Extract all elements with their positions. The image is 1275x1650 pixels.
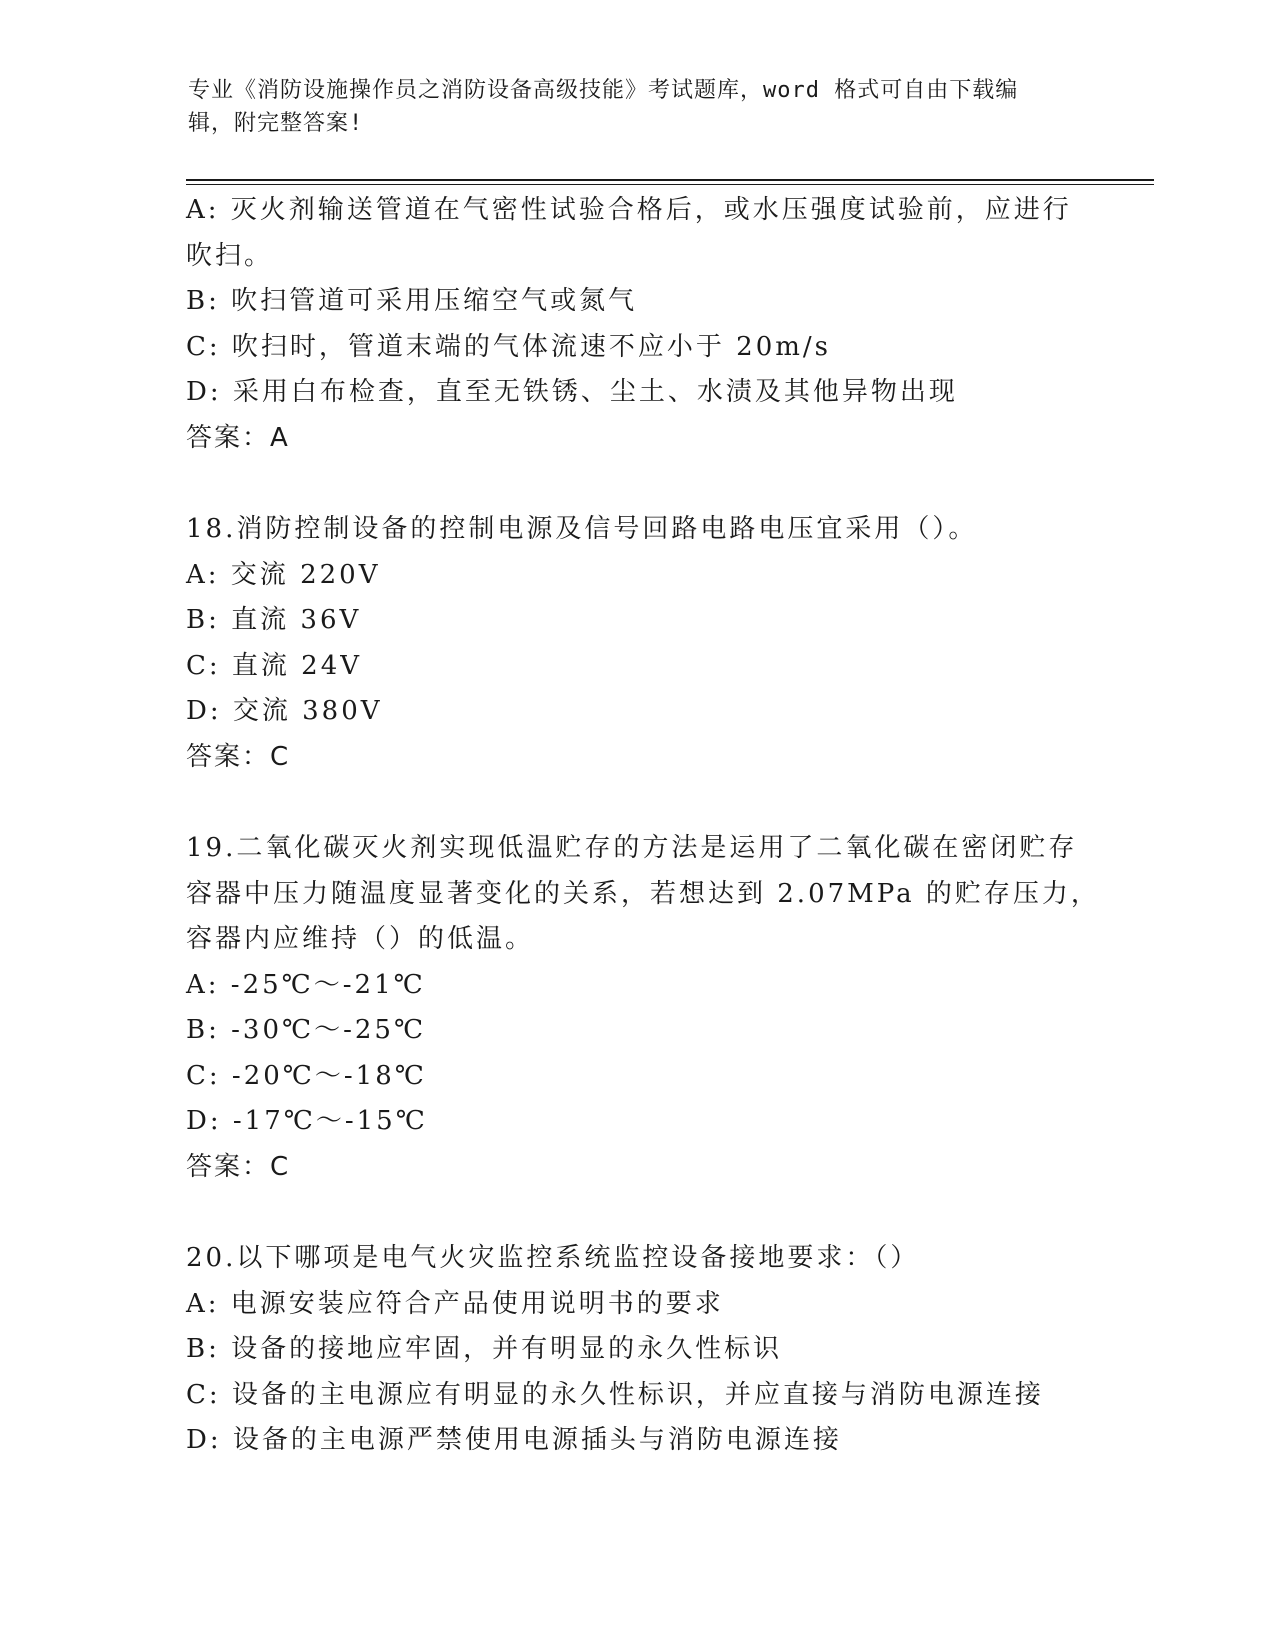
document-header — [188, 74, 1068, 140]
header-line-1: 专业《消防设施操作员之消防设备高级技能》考试题库，word 格式可自由下载编 — [188, 78, 1019, 103]
question-stem: 20.以下哪项是电气火灾监控系统监控设备接地要求：（） — [186, 1243, 920, 1273]
option-a-continued: 吹扫。 — [186, 240, 274, 271]
question-stem: 19.二氧化碳灭火剂实现低温贮存的方法是运用了二氧化碳在密闭贮存 — [186, 833, 1078, 863]
header-line-2: 辑，附完整答案! — [188, 111, 364, 136]
option-d: D: -17℃～-15℃ — [186, 1106, 428, 1136]
option-c: C: 设备的主电源应有明显的永久性标识，并应直接与消防电源连接 — [186, 1379, 1044, 1410]
spacer — [186, 780, 1086, 826]
question-list — [186, 188, 1100, 1464]
option-a: A: 交流 220V — [186, 559, 381, 590]
question-18 — [186, 507, 1086, 780]
question-20 — [186, 1236, 1086, 1464]
question-17-continued — [186, 188, 1086, 461]
option-b: B: 吹扫管道可采用压缩空气或氮气 — [186, 286, 638, 316]
option-d: D: 交流 380V — [186, 696, 383, 726]
spacer — [186, 1190, 1086, 1236]
option-a: A: 电源安装应符合产品使用说明书的要求 — [186, 1288, 724, 1319]
option-c: C: 吹扫时，管道末端的气体流速不应小于 20m/s — [186, 331, 832, 362]
option-d: D: 采用白布检查，直至无铁锈、尘土、水渍及其他异物出现 — [186, 377, 958, 407]
option-a: A: 灭火剂输送管道在气密性试验合格后，或水压强度试验前，应进行 — [186, 195, 1072, 225]
option-c: C: 直流 24V — [186, 650, 363, 681]
option-b: B: -30℃～-25℃ — [186, 1015, 427, 1045]
option-a: A: -25℃～-21℃ — [186, 969, 426, 1000]
answer: 答案：C — [186, 741, 291, 772]
option-c: C: -20℃～-18℃ — [186, 1060, 427, 1091]
question-stem-continued: 容器内应维持（）的低温。 — [186, 924, 535, 954]
header-divider — [186, 179, 1154, 185]
option-d: D: 设备的主电源严禁使用电源插头与消防电源连接 — [186, 1425, 842, 1455]
answer: 答案：C — [186, 1151, 291, 1182]
option-b: B: 直流 36V — [186, 605, 362, 635]
question-stem: 18.消防控制设备的控制电源及信号回路电路电压宜采用（）。 — [186, 514, 978, 544]
question-stem-continued: 容器中压力随温度显著变化的关系，若想达到 2.07MPa 的贮存压力， — [186, 878, 1100, 909]
answer: 答案：A — [186, 422, 290, 453]
question-19 — [186, 826, 1100, 1190]
spacer — [186, 461, 1086, 507]
option-b: B: 设备的接地应牢固，并有明显的永久性标识 — [186, 1334, 783, 1364]
